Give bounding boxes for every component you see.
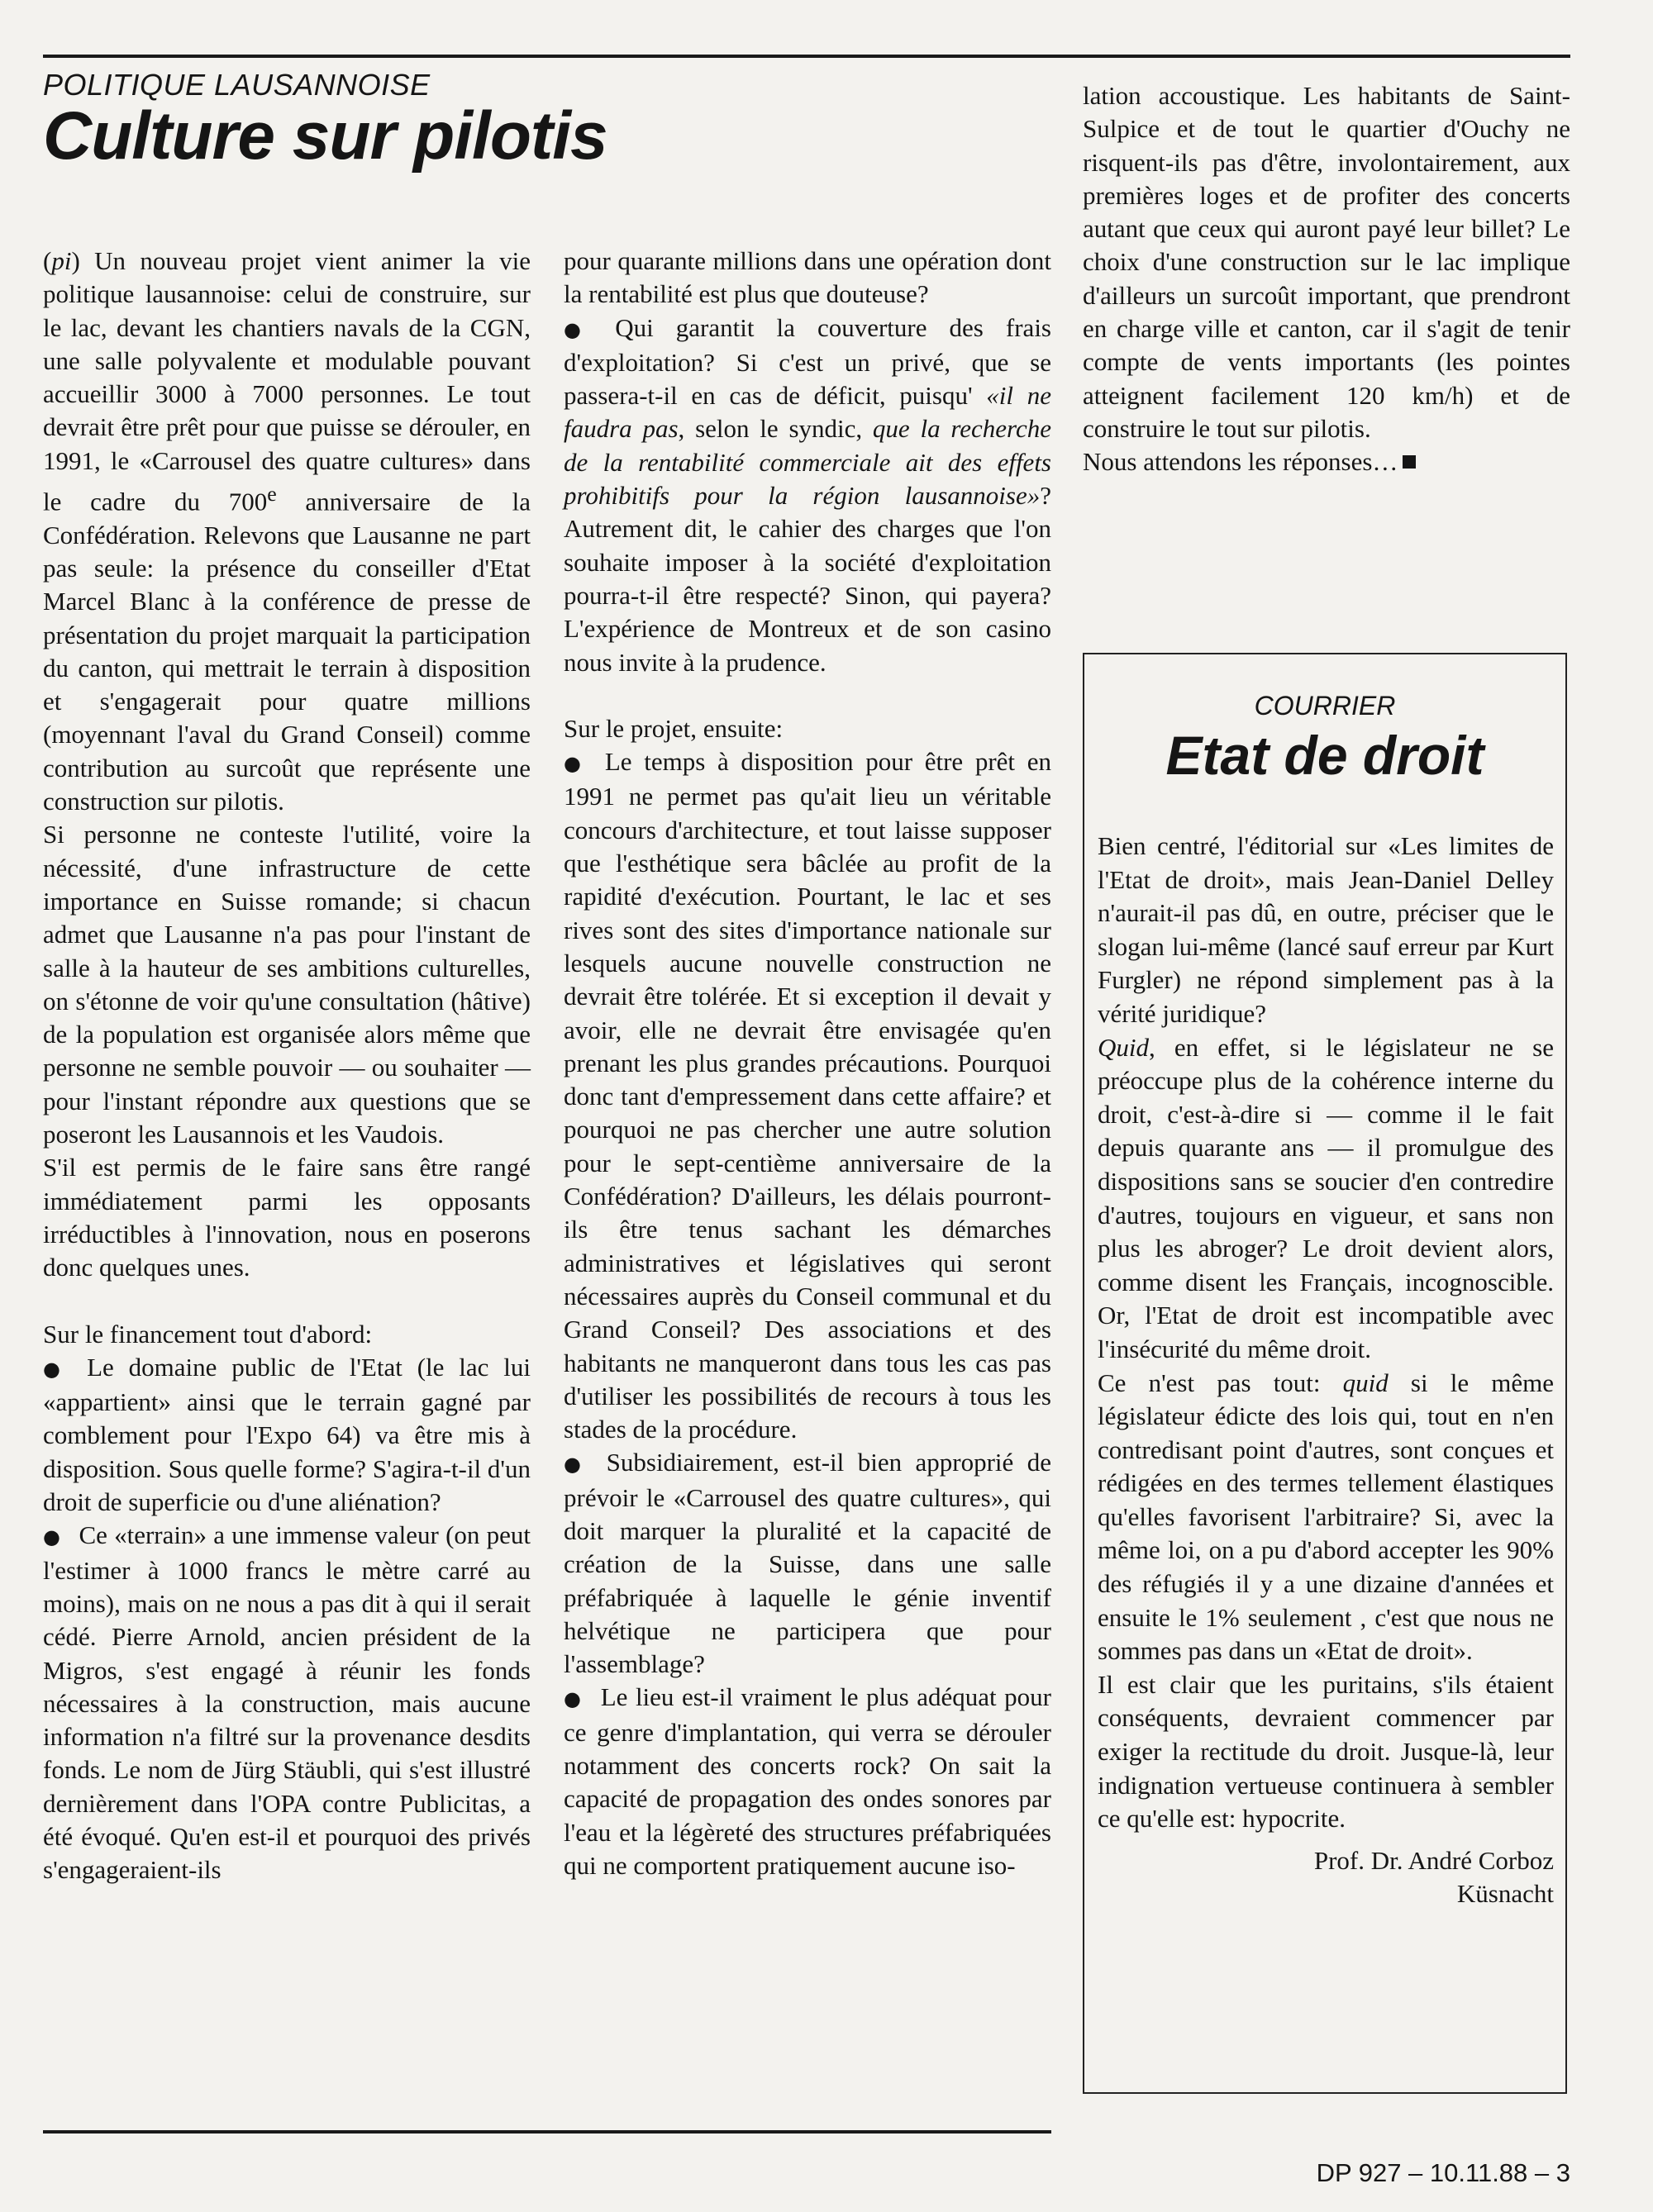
paragraph: S'il est permis de le faire sans être rangé immédiatement parmi les opposants irréductibles à l'innovation, nous en poserons donc quelques unes. [43, 1153, 531, 1282]
letter-signature: Prof. Dr. André Corboz [1313, 1845, 1554, 1875]
bullet-paragraph: ● Le lieu est-il vraiment le plus adéquat pour ce genre d'implantation, qui verra se dérouler notamment des concerts rock? On sait la capacité de propagation des ondes sonores par l'eau et la légèreté des structures préfabriquées qui ne comportent pratiquement aucune iso- [564, 1682, 1051, 1880]
end-mark-icon [1403, 455, 1416, 469]
bullet-paragraph: ● Ce «terrain» a une immense valeur (on peut l'estimer à 1000 francs le mètre carré au moins), mais on ne nous a pas dit à qui il serait cédé. Pierre Arnold, ancien président de la Migros, s'est engagé à réunir les fonds nécessaires à la construction, mais aucune information n'a filtré sur la provenance desdits fonds. Le nom de Jürg Stäubli, qui s'est illustré dernièrement dans l'OPA contre Publicitas, a été évoqué. Qu'en est-il et pourquoi des privés s'engageraient-ils [43, 1520, 531, 1885]
bullet-icon: ● [564, 1453, 588, 1477]
paragraph: (pi) Un nouveau projet vient animer la vie politique lausannoise: celui de construire, sur le lac, devant les chantiers navals de la CGN, une salle polyvalente et modulable pouvant accueillir 3000 à 7000 personnes. Le tout devrait être prêt pour que puisse se dérouler, en 1991, le «Carrousel des quatre cultures» dans le cadre du 700e anniversaire de la Confédération. Relevons que Lausanne ne part pas seule: la présence du conseiller d'Etat Marcel Blanc à la conférence de presse de présentation du projet marquait la participation du canton, qui mettrait le terrain à disposition et s'engagerait pour quatre millions (moyennant l'aval du Grand Conseil) comme contribution au surcoût que représente une construction sur pilotis. [43, 246, 531, 816]
bullet-icon: ● [564, 317, 598, 341]
bullet-paragraph: ● Subsidiairement, est-il bien approprié de prévoir le «Carrousel des quatre cultures», qui doit marquer la pluralité et la capacité de création de la Suisse, dans une salle préfabriquée à laquelle le génie inventif helvétique ne participera que pour l'assemblage? [564, 1448, 1051, 1679]
bullet-paragraph: ● Qui garantit la couverture des frais d'exploitation? Si c'est un privé, que se passera-t-il en cas de déficit, puisqu' «il ne faudra pas, selon le syndic, que la recherche de la rentabilité commerciale ait des effets prohibitifs pour la région lausannoise»? Autrement dit, le cahier des charges que l'on souhaite imposer à la société d'exploitation pourra-t-il être respecté? Sinon, qui payera? L'expérience de Montreux et de son casino nous invite à la prudence. [564, 312, 1051, 677]
article-column-1 [43, 245, 531, 1887]
letter-box [1083, 653, 1567, 2094]
letter-paragraph: Il est clair que les puritains, s'ils étaient conséquents, devraient commencer par exiger la rectitude du droit. Jusque-là, leur indignation vertueuse continuera à sembler ce qu'elle est: hypocrite. [1098, 1669, 1554, 1834]
bullet-icon: ● [564, 1687, 583, 1711]
letter-body [1098, 830, 1554, 1911]
letter-paragraph: Bien centré, l'éditorial sur «Les limites de l'Etat de droit», mais Jean-Daniel Delley n'aurait-il pas dû, en outre, préciser que le slogan lui-même (lancé sauf erreur par Kurt Furgler) ne répond simplement pas à la vérité juridique? [1098, 831, 1554, 1028]
paragraph: Si personne ne conteste l'utilité, voire la nécessité, d'une infrastructure de cette importance en Suisse romande; si chacun admet que Lausanne n'a pas pour l'instant de salle à la hauteur de ses ambitions culturelles, on s'étonne de voir qu'une consultation (hâtive) de la population est organisée alors même que personne ne semble pouvoir — ou souhaiter — pour l'instant répondre aux questions que se poseront les Lausannois et les Vaudois. [43, 820, 531, 1149]
top-rule [43, 55, 1570, 58]
article-title: Culture sur pilotis [43, 98, 607, 174]
bullet-icon: ● [43, 1357, 69, 1381]
bottom-rule [43, 2130, 1051, 2134]
paragraph: Nous attendons les réponses… [1083, 445, 1570, 478]
letter-kicker: COURRIER [1254, 691, 1396, 721]
bullet-paragraph: ● Le temps à disposition pour être prêt en 1991 ne permet pas qu'ait lieu un véritable concours d'architecture, et tout laisse supposer que l'esthétique sera bâclée au profit de la rapidité d'exécution. Pourtant, le lac et ses rives sont des sites d'importance nationale sur lesquels aucune nouvelle construction ne devrait être tolérée. Et si exception il devait y avoir, elle ne devrait être envisagée qu'en prenant les plus grandes précautions. Pourquoi donc tant d'empressement dans cette affaire? et pourquoi ne pas chercher une autre solution pour le sept-centième anniversaire de la Confédération? D'ailleurs, les délais pourront-ils être tenus sachant les démarches administratives et législatives qui seront nécessaires auprès du Conseil communal et du Grand Conseil? Des associations et des habitants ne manqueront dans tous les cas pas d'utiliser les possibilités de recours à tous les stades de la procédure. [564, 747, 1051, 1444]
paragraph: Sur le projet, ensuite: [564, 713, 784, 743]
letter-place: Küsnacht [1456, 1879, 1554, 1909]
bullet-icon: ● [43, 1525, 61, 1549]
paragraph: Sur le financement tout d'abord: [43, 1319, 373, 1349]
bullet-icon: ● [564, 752, 587, 776]
letter-paragraphs [1098, 830, 1554, 1836]
letter-paragraph: Ce n'est pas tout: quid si le même législateur édicte des lois qui, tout en n'en contredisant point d'autres, sont conçues et rédigées en des termes tellement élastiques qu'elles favorisent l'arbitraire? Si, avec la même loi, on a pu d'abord accepter les 90% des réfugiés il y a une dizaine d'années et ensuite le 1% seulement , c'est que nous ne sommes pas dans un «Etat de droit». [1098, 1368, 1554, 1666]
bullet-paragraph: ● Le domaine public de l'Etat (le lac lui «appartient» ainsi que le terrain gagné par comblement pour l'Expo 64) va être mis à disposition. Sous quelle forme? S'agira-t-il d'un droit de superficie ou d'une aliénation? [43, 1352, 531, 1517]
paragraph: pour quarante millions dans une opération dont la rentabilité est plus que douteuse? [564, 246, 1051, 309]
article-column-2 [564, 245, 1051, 1882]
letter-paragraph: Quid, en effet, si le législateur ne se préoccupe plus de la cohérence interne du droit, c'est-à-dire si — comme il le fait depuis quarante ans — il promulgue des dispositions sans se soucier d'en contredire d'autres, toujours en vigueur, et sans non plus les abroger? Le droit devient alors, comme disent les Français, incognoscible. Or, l'Etat de droit est incompatible avec l'insécurité du même droit. [1098, 1032, 1554, 1363]
page-footer: DP 927 – 10.11.88 – 3 [1316, 2158, 1570, 2187]
article-kicker: POLITIQUE LAUSANNOISE [43, 68, 431, 102]
article-column-3 [1083, 79, 1570, 479]
letter-title: Etat de droit [1165, 725, 1484, 786]
paragraph: lation accoustique. Les habitants de Saint-Sulpice et de tout le quartier d'Ouchy ne risquent-ils pas d'être, involontairement, aux premières loges et de profiter des concerts autant que ceux qui auront payé leur billet? Le choix d'une construction sur le lac implique d'ailleurs un surcoût important, que prendront en charge ville et canton, car il s'agit de tenir compte de vents importants (les pointes atteignent facilement 120 km/h) et de construire le tout sur pilotis. [1083, 81, 1570, 443]
